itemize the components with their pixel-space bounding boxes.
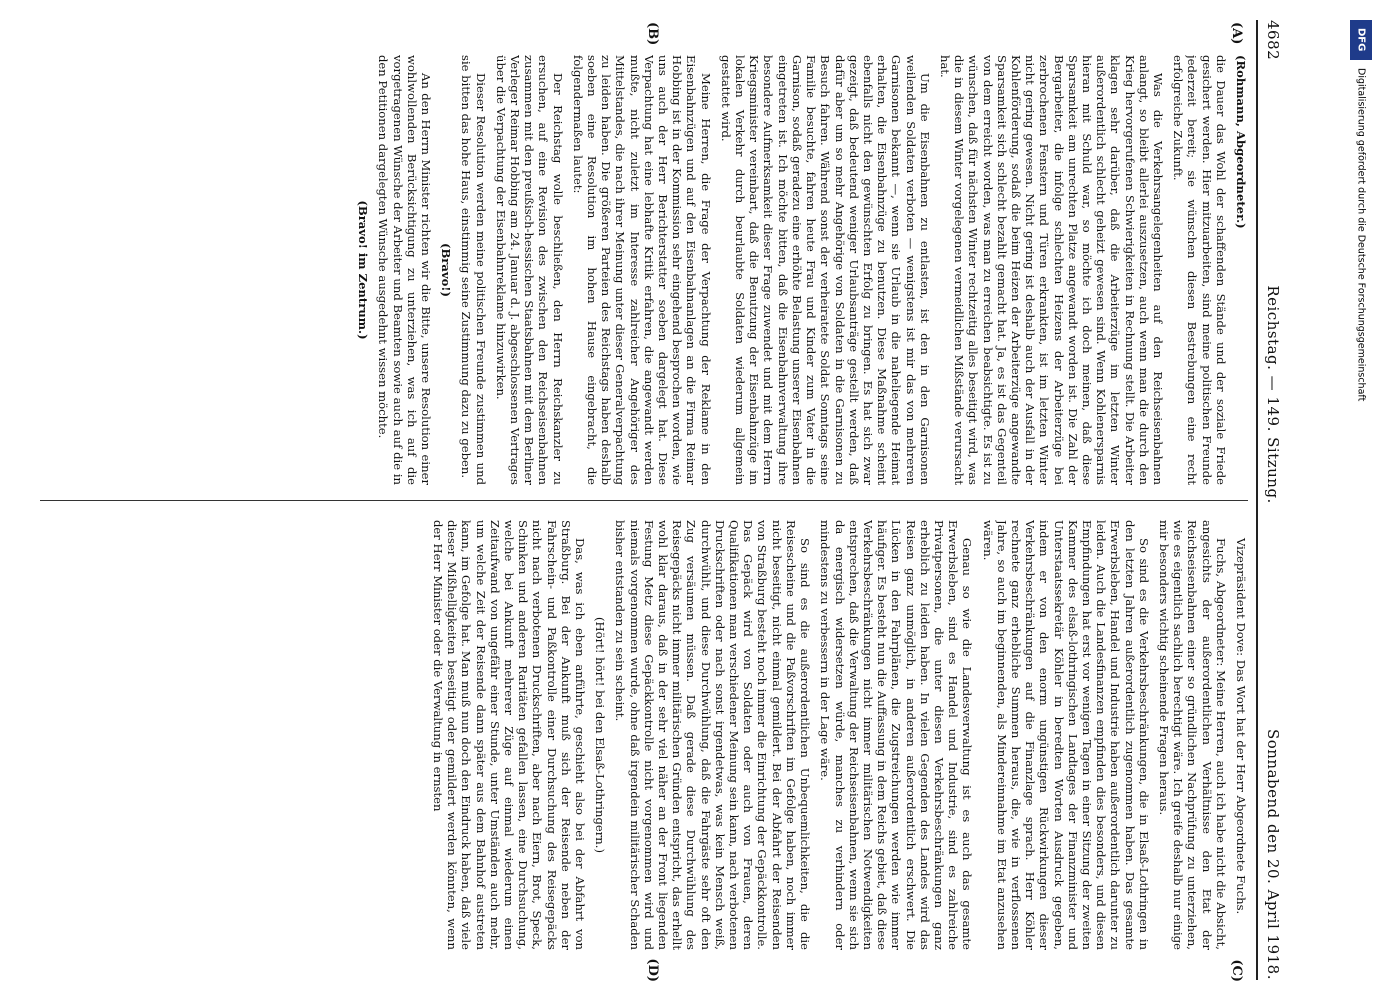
column-divider	[40, 500, 1248, 501]
margin-mark-b: (B)	[645, 22, 660, 46]
page-header	[1264, 20, 1282, 980]
paragraph: Um die Eisenbahnen zu entlasten, ist den in den Garnisonen weilenden Soldaten verboten — wenigstens ist mir das von mehreren Garnisonen bekannt —, wenn sie Urlaub in die naheliegende Heimat erhalten, die Eisenbahnzüge zu benutzen. Diese Maßnahme scheint ebenfalls nicht den gewünschten Erfolg zu bringen. Es hat sich zwar gezeigt, daß bedeutend weniger Urlaubsanträge gestellt werden, daß dafür aber um so mehr Angehörige von Soldaten in die Garnisonen zu Besuch fahren. Während sonst der verheiratete Soldat Sonntags seine Familie besuchte, fahren heute Frau und Kinder zum Vater in die Garnison, sodaß geradezu eine erhöhte Belastung unserer Eisenbahnen eingetreten ist. Ich möchte bitten, daß die Eisenbahnverwaltung ihre besondere Aufmerksamkeit dieser Frage zuwendet und mit dem Herrn Kriegsminister vereinbart, daß die Benutzung der Eisenbahnzüge im lokalen Verkehr durch beurlaubte Soldaten wiederum allgemein gestattet wird.	[718, 55, 932, 485]
interjection: (Bravo!)	[439, 243, 454, 297]
paragraph: So sind es die außerordentlichen Unbequemlichkeiten, die die Reisescheine und die Paßvorschriften im Gefolge haben, noch immer nicht beseitigt, nicht einmal gemildert. Bei der Abfahrt der Reisenden von Straßburg besteht noch immer die Einrichtung der Gepäckkontrolle. Das Gepäck wird von Soldaten oder auch von Frauen, deren Qualifikationen man verschiedener Meinung sein kann, nach verbotenen Druckschriften oder nach sonst irgendetwas, was kein Mensch weiß, durchwühlt, und diese Durchwühlung, daß die Fahrgäste sehr oft den Zug versäumen müssen. Daß gerade diese Durchwühlung des Reisegepäcks nicht immer militärischen Gründen entspricht, das erhellt wohl klar daraus, daß in der sehr viel näher an der Front liegenden Festung Metz diese Gepäckkontrolle nicht vorgenommen wird und niemals vorgenommen wurde, ohne daß irgendein militärischer Schaden bisher entstanden zu sein scheint.	[613, 520, 813, 950]
paragraph: Das, was ich eben anführte, geschieht also bei der Abfahrt von Straßburg. Bei der Ankunft muß sich der Reisende neben der Fahrschein- und Paßkontrolle einer Durchsuchung des Reisegepäcks nicht nach verbotenen Druckschriften, aber nach Eiern, Brot, Speck, Schinken und anderen Raritäten gefallen lassen, eine Durchsuchung, welche bei Ankunft mehrerer Züge auf einmal wiederum einen Zeitaufwand von ungefähr einer Stunde, unter Umständen auch mehr, um welche Zeit der Reisende dann später aus dem Bahnhof austreten kann, im Gefolge hat. Man muß nun doch den Eindruck haben, daß viele dieser Mißhelligkeiten beseitigt oder gemildert werden könnten, wenn der Herr Minister oder die Verwaltung in ernsten	[431, 520, 588, 950]
digitization-credit: Digitalisierung gefördert durch die Deutsche Forschungsgemeinschaft	[1355, 68, 1367, 402]
dfg-logo: DFG	[1350, 20, 1372, 60]
session-title: Reichstag. — 149. Sitzung.	[1264, 285, 1282, 504]
paragraph: Genau so wie die Landesverwaltung ist es auch das gesamte Erwerbsleben, sind es Handel und Industrie, sind es zahlreiche Privatpersonen, die unter diesen Verkehrsbeschränkungen ganz erheblich zu leiden haben. In vielen Gegenden des Landes wird das Reisen ganz unmöglich, in anderen außerordentlich erschwert. Die Lücken in den Fahrplänen, die Zugstreichungen werden wie immer häufiger. Es besteht nun die Auffassung in dem Reichs gebiet, daß diese Verkehrsbeschränkungen nicht immer militärischen Notwendigkeiten entsprechen, daß die Verwaltung der Reichseisenbahnen, wenn sie sich da energisch widersetzen würde, manches zu verhindern oder mindestens zu verbessern in der Lage wäre.	[818, 520, 975, 950]
interjection: (Bravo! im Zentrum.)	[356, 200, 371, 340]
paragraph: Was die Verkehrsangelegenheiten auf den Reichseisenbahnen anlangt, so bleibt allerlei auszusetzen, auch wenn man die durch den Krieg hervorgerufenen Schwierigkeiten in Rechnung stellt. Die Arbeiter klagen sehr darüber, daß die Arbeiterzüge im letzten Winter außerordentlich schlecht geheizt gewesen sind. Wenn Kohlenersparnis hieran mit Schuld war, so möchte ich doch meinen, daß diese Sparsamkeit am unrechten Platze angewandt worden ist. Die Zahl der Bergarbeiter, die infolge schlechten Heizens der Arbeiterzüge bei zerbrochenen Fenstern und Türen erkrankten, ist im letzten Winter nicht gering gewesen. Nicht gering ist deshalb auch der Ausfall in der Kohlenförderung, sodaß die beim Heizen der Arbeiterzüge angewandte Sparsamkeit sich schlecht bezahlt gemacht hat. Ja, es ist das Gegenteil von dem erreicht worden, was man zu erreichen beabsichtigte. Es ist zu wünschen, daß für nächsten Winter rechtzeitig alles beseitigt wird, was die in diesem Winter vorgelegenen vermeidlichen Mißstände verursacht hat.	[937, 55, 1165, 485]
margin-mark-a: (A)	[1229, 22, 1244, 45]
header-rule	[1256, 20, 1258, 980]
paragraph: Fuchs, Abgeordneter: Meine Herren, auch ich habe nicht die Absicht, angesichts der außerordentlichen Verhältnisse den Etat der Reichseisenbahnen einer so gründlichen Nachprüfung zu unterziehen, wie es eigentlich sachlich berechtigt wäre. Ich greife deshalb nur einige mir besonders wichtig scheinende Fragen heraus.	[1156, 520, 1228, 950]
paragraph: Meine Herren, die Frage der Verpachtung der Reklame in den Eisenbahnzügen und auf den Eisenbahnanlagen an die Firma Reimar Hobbing ist in der Kommission sehr eingehend besprochen worden, wie uns auch der Herr Berichterstatter soeben dargelegt hat. Diese Verpachtung hat eine lebhafte Kritik erfahren, die angewandt werden mußte, nicht zuletzt im Interesse zahlreicher Angehöriger des Mittelstandes, die nach ihrer Meinung unter dieser Generalverpachtung zu leiden haben. Die größeren Parteien des Reichstags haben deshalb soeben eine Resolution im hohen Hause eingebracht, die folgendermaßen lautet:	[570, 55, 713, 485]
paragraph: An den Herrn Minister richten wir die Bitte, unsere Resolution einer wohlwollenden Berücksichtigung zu unterziehen, was ich auf die vorgetragenen Wünsche der Arbeiter und Beamten sowie auch auf die in den Petitionen dargelegten Wünsche ausgedehnt wissen möchte.	[376, 55, 434, 485]
margin-mark-c: (C)	[1229, 959, 1244, 982]
margin-mark-d: (D)	[645, 958, 660, 982]
digitization-note	[1346, 20, 1376, 980]
session-date: Sonnabend den 20. April 1918.	[1264, 728, 1282, 980]
page-number: 4682	[1264, 20, 1282, 61]
paragraph: die Dauer das Wohl der schaffenden Stände und der soziale Friede gesichert werden. Hier mitzuarbeiten, sind meine politischen Freunde jederzeit bereit; sie wünschen diesen Bestrebungen eine recht erfolgreiche Zukunft.	[1171, 55, 1228, 485]
paragraph: Vizepräsident Dove: Das Wort hat der Herr Abgeordnete Fuchs.	[1234, 538, 1248, 915]
speaker-tag: (Rohmann, Abgeordneter.)	[1234, 55, 1248, 229]
paragraph: Dieser Resolution werden meine politischen Freunde zustimmen und sie bitten das hohe Haus, einstimmig seine Zustimmung dazu zu geben.	[459, 55, 488, 485]
interjection: (Hört! hört! bei den Elsaß-Lothringern.)	[593, 617, 608, 853]
paragraph: So sind es die Verkehrsbeschränkungen, die in Elsaß-Lothringen in den letzten Jahren außerordentlich zugenommen haben. Das gesamte Erwerbsleben, Handel und Industrie haben außerordentlich darunter zu leiden. Auch die Landesfinanzen empfinden dies besonders, und diesen Empfindungen hat erst vor wenigen Tagen in einer Sitzung der zweiten Kammer des elsaß-lothringischen Landtages der Finanzminister und Unterstaatssekretär Köhler in beredten Worten Ausdruck gegeben, indem er von den enorm ungünstigen Rückwirkungen dieser Verkehrsbeschränkungen auf die Finanzlage sprach. Herr Köhler rechnete ganz erhebliche Summen heraus, die, wie in verflossenen Jahre, so auch im beginnenden, als Mindereinnahme im Etat anzusehen wären.	[980, 520, 1151, 950]
resolution-text: Der Reichstag wolle beschließen, den Herrn Reichskanzler zu ersuchen, auf eine Revision des zwischen den Reichseisenbahnen zusammen mit den preußisch-hessischen Staatsbahnen mit dem Berliner Verleger Reimar Hobbing am 24. Januar d. J. abgeschlossenen Vertrages über die Verpachtung der Eisenbahnreklame hinzuwirken.	[493, 55, 565, 485]
left-column	[20, 55, 1248, 485]
right-column	[20, 520, 1248, 950]
